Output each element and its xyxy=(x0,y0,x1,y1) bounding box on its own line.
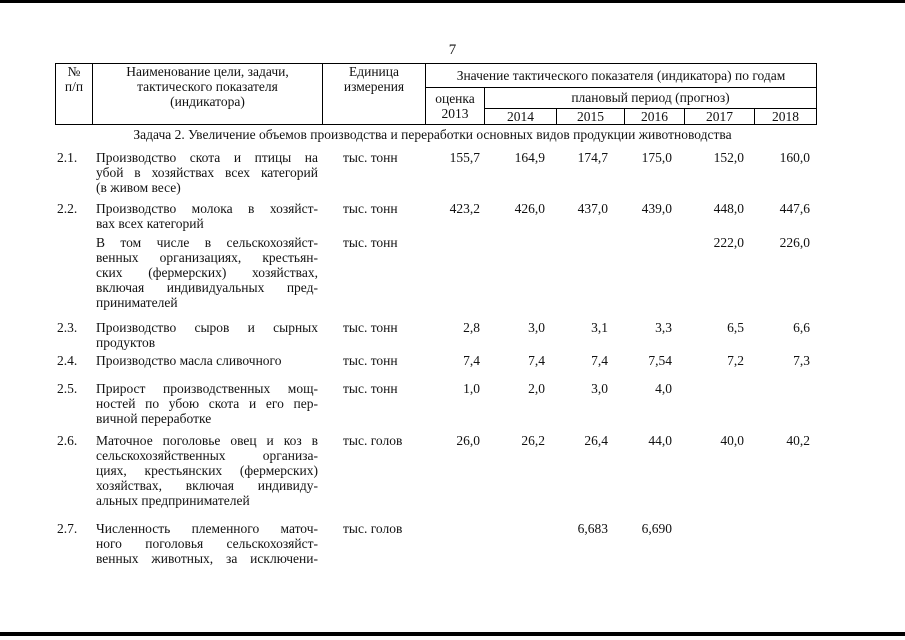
row-value-2017: 448,0 xyxy=(713,201,744,216)
row-unit: тыс. голов xyxy=(343,433,403,448)
table-header xyxy=(55,63,817,125)
row-value-2017: 40,0 xyxy=(720,433,744,448)
row-value-2013: 155,7 xyxy=(449,150,480,165)
row-unit: тыс. тонн xyxy=(343,381,398,396)
row-number: 2.6. xyxy=(57,433,78,448)
row-value-2013: 7,4 xyxy=(463,353,480,368)
row-name: Маточное поголовье овец и коз в сельскохозяйственных организа- циях, крестьянских (фермерских) хозяйствах, включая индивиду- альных предпринимателей xyxy=(96,433,318,508)
row-value-2015: 26,4 xyxy=(584,433,608,448)
row-name: Прирост производственных мощ- ностей по убою скота и его пер- вичной переработке xyxy=(96,381,318,426)
row-number: 2.4. xyxy=(57,353,78,368)
row-value-2015: 7,4 xyxy=(591,353,608,368)
row-value-2017: 222,0 xyxy=(713,235,744,250)
row-value-2016: 4,0 xyxy=(655,381,672,396)
header-year-2016: 2016 xyxy=(625,108,685,125)
row-value-2015: 6,683 xyxy=(577,521,608,536)
task-title: Задача 2. Увеличение объемов производства и переработки основных видов продукции животноводства xyxy=(133,127,732,142)
row-value-2015: 3,1 xyxy=(591,320,608,335)
header-planned: плановый период (прогноз) xyxy=(485,88,817,109)
row-name: В том числе в сельскохозяйст- венных организациях, крестьян- ских (фермерских) хозяйствах, включая индивидуальных пред- принимателей xyxy=(96,235,318,310)
row-value-2014: 26,2 xyxy=(521,433,545,448)
row-value-2017: 6,5 xyxy=(727,320,744,335)
header-name: Наименование цели, задачи, тактического показателя (индикатора) xyxy=(93,64,323,125)
row-value-2016: 175,0 xyxy=(641,150,672,165)
row-name: Численность племенного маточ- ного поголовья сельскохозяйст- венных животных, за исключени- xyxy=(96,521,318,566)
row-value-2013: 1,0 xyxy=(463,381,480,396)
row-value-2014: 2,0 xyxy=(528,381,545,396)
row-unit: тыс. голов xyxy=(343,521,403,536)
row-value-2015: 174,7 xyxy=(577,150,608,165)
row-value-2016: 3,3 xyxy=(655,320,672,335)
top-border-line xyxy=(0,0,905,3)
header-estimate: оценка 2013 xyxy=(426,88,485,125)
row-value-2018: 7,3 xyxy=(793,353,810,368)
row-name: Производство скота и птицы на убой в хозяйствах всех категорий (в живом весе) xyxy=(96,150,318,195)
header-unit: Единица измерения xyxy=(323,64,426,125)
header-year-2015: 2015 xyxy=(557,108,625,125)
row-name: Производство масла сливочного xyxy=(96,353,282,368)
row-value-2018: 6,6 xyxy=(793,320,810,335)
row-unit: тыс. тонн xyxy=(343,320,398,335)
row-unit: тыс. тонн xyxy=(343,150,398,165)
row-number: 2.7. xyxy=(57,521,78,536)
header-year-2014: 2014 xyxy=(485,108,557,125)
row-value-2013: 26,0 xyxy=(456,433,480,448)
row-value-2013: 423,2 xyxy=(449,201,480,216)
bottom-border-line xyxy=(0,632,905,636)
row-value-2017: 7,2 xyxy=(727,353,744,368)
row-value-2014: 3,0 xyxy=(528,320,545,335)
row-value-2014: 164,9 xyxy=(514,150,545,165)
header-year-2017: 2017 xyxy=(685,108,755,125)
row-value-2018: 226,0 xyxy=(779,235,810,250)
row-value-2016: 6,690 xyxy=(641,521,672,536)
row-value-2017: 152,0 xyxy=(713,150,744,165)
row-value-2018: 160,0 xyxy=(779,150,810,165)
row-number: 2.2. xyxy=(57,201,78,216)
row-number: 2.5. xyxy=(57,381,78,396)
header-year-2013: 2013 xyxy=(441,106,469,121)
header-num: № п/п xyxy=(56,64,93,125)
row-number: 2.1. xyxy=(57,150,78,165)
row-value-2016: 439,0 xyxy=(641,201,672,216)
row-unit: тыс. тонн xyxy=(343,201,398,216)
row-name: Производство сыров и сырных продуктов xyxy=(96,320,318,350)
row-number: 2.3. xyxy=(57,320,78,335)
header-year-2018: 2018 xyxy=(755,108,817,125)
header-values-title: Значение тактического показателя (индикатора) по годам xyxy=(426,64,817,88)
row-value-2018: 447,6 xyxy=(779,201,810,216)
row-name: Производство молока в хозяйст- вах всех категорий xyxy=(96,201,318,231)
row-value-2015: 437,0 xyxy=(577,201,608,216)
page-number: 7 xyxy=(448,42,457,58)
row-value-2014: 7,4 xyxy=(528,353,545,368)
row-value-2016: 44,0 xyxy=(648,433,672,448)
row-unit: тыс. тонн xyxy=(343,353,398,368)
row-value-2016: 7,54 xyxy=(648,353,672,368)
row-value-2014: 426,0 xyxy=(514,201,545,216)
row-unit: тыс. тонн xyxy=(343,235,398,250)
row-value-2018: 40,2 xyxy=(786,433,810,448)
row-value-2015: 3,0 xyxy=(591,381,608,396)
row-value-2013: 2,8 xyxy=(463,320,480,335)
